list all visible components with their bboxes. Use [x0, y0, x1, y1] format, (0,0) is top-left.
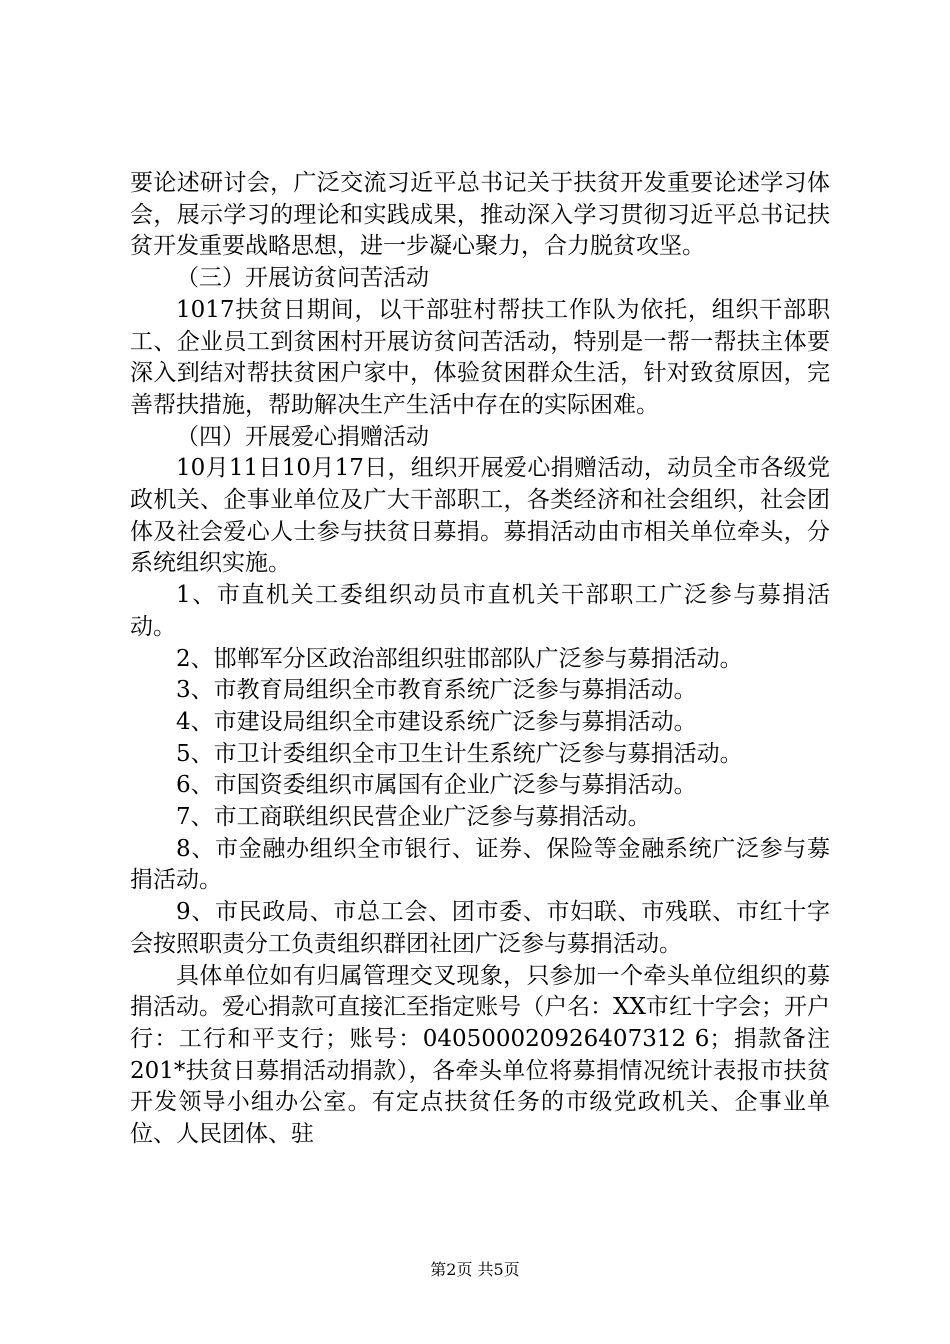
list-item-8: 8、市金融办组织全市银行、证券、保险等金融系统广泛参与募捐活动。 — [130, 835, 830, 894]
paragraph-visit-poor: 1017扶贫日期间，以干部驻村帮扶工作队为依托，组织干部职工、企业员工到贫困村开展访贫问苦活动，特别是一帮一帮扶主体要深入到结对帮扶贫困户家中，体验贫困群众生活，针对致贫原因，完善帮扶措施，帮助解决生产生活中存在的实际困难。 — [130, 296, 830, 418]
list-item-2: 2、邯郸军分区政治部组织驻邯部队广泛参与募捐活动。 — [176, 645, 743, 672]
list-item-3: 3、市教育局组织全市教育系统广泛参与募捐活动。 — [176, 677, 697, 704]
list-item-6: 6、市国资委组织市属国有企业广泛参与募捐活动。 — [176, 772, 697, 799]
document-body — [130, 168, 830, 1151]
list-item-5: 5、市卫计委组织全市卫生计生系统广泛参与募捐活动。 — [176, 740, 743, 767]
paragraph-continuation: 要论述研讨会，广泛交流习近平总书记关于扶贫开发重要论述学习体会，展示学习的理论和实践成果，推动深入学习贯彻习近平总书记扶贫开发重要战略思想，进一步凝心聚力，合力脱贫攻坚。 — [130, 170, 830, 260]
list-item-9: 9、市民政局、市总工会、团市委、市妇联、市残联、市红十字会按照职责分工负责组织群团社团广泛参与募捐活动。 — [130, 899, 830, 957]
paragraph-donation: 10月11日10月17日，组织开展爱心捐赠活动，动员全市各级党政机关、企事业单位及广大干部职工，各类经济和社会组织，社会团体及社会爱心人士参与扶贫日募捐。募捐活动由市相关单位牵头，分系统组织实施。 — [130, 455, 830, 577]
list-item-7: 7、市工商联组织民营企业广泛参与募捐活动。 — [176, 804, 651, 831]
page-footer: 第2页 共5页 — [430, 1260, 520, 1279]
section-heading-3: （三）开展访贫问苦活动 — [176, 265, 429, 292]
paragraph-account-info: 具体单位如有归属管理交叉现象，只参加一个牵头单位组织的募捐活动。爱心捐款可直接汇至指定账号（户名：XX市红十字会；开户行：工行和平支行；账号：040500020926407312 6；捐款备注201*扶贫日募捐活动捐款），各牵头单位将募捐情况统计表报市扶贫开发领导小组办公室。有定点扶贫任务的市级党政机关、企事业单位、人民团体、驻 — [130, 962, 830, 1148]
list-item-4: 4、市建设局组织全市建设系统广泛参与募捐活动。 — [176, 708, 697, 735]
list-item-1: 1、市直机关工委组织动员市直机关干部职工广泛参与募捐活动。 — [130, 582, 830, 640]
section-heading-4: （四）开展爱心捐赠活动 — [176, 423, 429, 450]
